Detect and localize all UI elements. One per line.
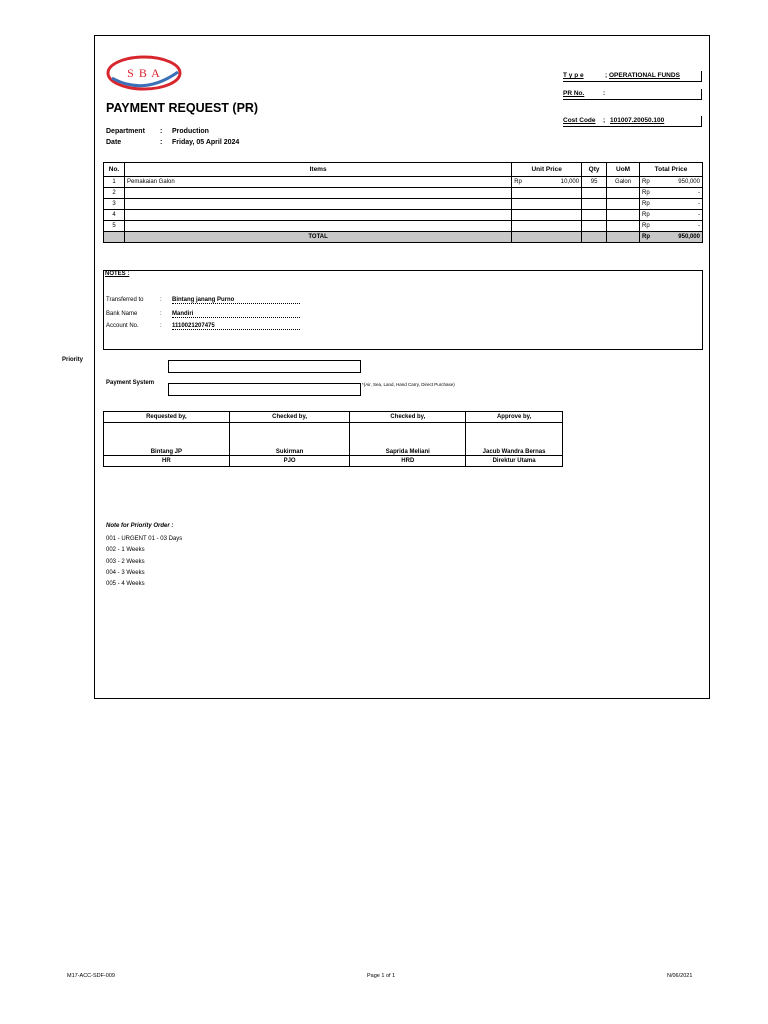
row-uom — [607, 199, 640, 210]
signature-table — [103, 411, 563, 467]
row-total — [640, 221, 703, 232]
bank-label: Bank Name — [106, 311, 138, 317]
total-blank — [512, 232, 582, 243]
row-uom — [607, 188, 640, 199]
row-unit-price-value: 10,000 — [560, 179, 580, 185]
date-label: Date — [106, 139, 122, 146]
approve-by-header: Approve by, — [466, 412, 563, 423]
row-uom — [607, 221, 640, 232]
date-value: Friday, 05 April 2024 — [172, 139, 240, 146]
requester-role: HR — [104, 456, 230, 467]
row-uom: Galon — [607, 177, 640, 188]
requester-name: Bintang JP — [104, 423, 230, 456]
logo-text: S B A — [127, 66, 161, 80]
cost-code-label: Cost Code — [563, 117, 596, 124]
type-label: T y p e — [563, 72, 584, 79]
checked-by-header: Checked by, — [229, 412, 350, 423]
row-total-currency: Rp — [642, 179, 650, 185]
row-item — [124, 221, 511, 232]
signature-name-row — [104, 423, 563, 456]
requested-by-header: Requested by, — [104, 412, 230, 423]
total-blank — [582, 232, 607, 243]
total-blank — [104, 232, 125, 243]
col-qty: Qty — [582, 163, 607, 177]
signature-header-row — [104, 412, 563, 423]
row-uom — [607, 210, 640, 221]
table-row — [104, 221, 703, 232]
row-total-currency: Rp — [642, 223, 650, 229]
checker-name-2: Saprida Meliani — [350, 423, 466, 456]
row-total — [640, 210, 703, 221]
department-label: Department — [106, 128, 145, 135]
row-no: 3 — [104, 199, 125, 210]
row-qty: 95 — [582, 177, 607, 188]
payment-system-input[interactable] — [168, 383, 361, 396]
row-total-value: 950,000 — [678, 179, 700, 185]
checker-name: Sukirman — [229, 423, 350, 456]
footer-form-code: M17-ACC-SDF-009 — [67, 973, 115, 979]
table-row — [104, 210, 703, 221]
priority-input[interactable] — [168, 360, 361, 373]
payment-system-hint: *(Air, Sea, Land, Hand Carry, Direct Purchase) — [362, 382, 455, 387]
bank-value: Mandiri — [172, 311, 300, 318]
priority-note-item: 003 - 2 Weeks — [106, 559, 145, 565]
date-colon: : — [160, 139, 163, 146]
account-value: 1110021207475 — [172, 323, 300, 330]
row-total — [640, 177, 703, 188]
items-table — [103, 162, 703, 243]
pr-no-field — [563, 89, 702, 100]
total-blank — [607, 232, 640, 243]
total-value-cell — [640, 232, 703, 243]
row-item — [124, 188, 511, 199]
row-total-currency: Rp — [642, 201, 650, 207]
transferred-label: Transferred to — [106, 297, 144, 303]
row-total — [640, 188, 703, 199]
cost-code-field — [563, 116, 702, 127]
priority-note-item: 005 - 4 Weeks — [106, 581, 145, 587]
transferred-colon: : — [160, 297, 162, 303]
row-no: 4 — [104, 210, 125, 221]
row-total-value: - — [698, 201, 700, 207]
sba-logo — [106, 52, 182, 94]
row-no: 1 — [104, 177, 125, 188]
total-label: TOTAL — [124, 232, 511, 243]
notes-heading: NOTES : — [105, 271, 130, 277]
priority-note-item: 004 - 3 Weeks — [106, 570, 145, 576]
row-qty — [582, 199, 607, 210]
page-title: PAYMENT REQUEST (PR) — [106, 101, 259, 115]
bank-colon: : — [160, 311, 162, 317]
payment-system-label: Payment System — [106, 380, 155, 386]
signature-role-row — [104, 456, 563, 467]
row-no: 2 — [104, 188, 125, 199]
table-row — [104, 199, 703, 210]
checker-role-2: HRD — [350, 456, 466, 467]
department-value: Production — [172, 128, 209, 135]
checker-role: PJO — [229, 456, 350, 467]
total-currency: Rp — [642, 234, 651, 240]
row-unit-price — [512, 177, 582, 188]
items-header-row — [104, 163, 703, 177]
row-no: 5 — [104, 221, 125, 232]
account-colon: : — [160, 323, 162, 329]
total-row — [104, 232, 703, 243]
type-value: OPERATIONAL FUNDS — [609, 72, 680, 79]
row-unit-price — [512, 188, 582, 199]
col-uom: UoM — [607, 163, 640, 177]
row-item: Pemakaian Galon — [124, 177, 511, 188]
row-total-value: - — [698, 223, 700, 229]
approver-role: Direktur Utama — [466, 456, 563, 467]
row-qty — [582, 188, 607, 199]
transferred-value: Bintang janang Purno — [172, 297, 300, 304]
footer-page-number: Page 1 of 1 — [367, 973, 396, 979]
checked-by-header-2: Checked by, — [350, 412, 466, 423]
department-colon: : — [160, 128, 163, 135]
row-currency: Rp — [514, 179, 522, 185]
priority-note-item: 001 - URGENT 01 - 03 Days — [106, 536, 183, 542]
row-total-currency: Rp — [642, 190, 650, 196]
row-total-value: - — [698, 212, 700, 218]
pr-no-colon: : — [603, 90, 606, 97]
row-unit-price — [512, 221, 582, 232]
type-field — [563, 71, 702, 82]
row-total-value: - — [698, 190, 700, 196]
row-unit-price — [512, 199, 582, 210]
row-item — [124, 210, 511, 221]
table-row — [104, 177, 703, 188]
priority-label: Priority — [62, 357, 84, 363]
priority-notes-heading: Note for Priority Order : — [106, 523, 174, 529]
row-item — [124, 199, 511, 210]
cost-code-value: 101007.20050.100 — [610, 117, 665, 124]
row-total — [640, 199, 703, 210]
type-colon: ; — [605, 72, 608, 79]
col-no: No. — [104, 163, 125, 177]
row-total-currency: Rp — [642, 212, 650, 218]
row-qty — [582, 210, 607, 221]
col-unit-price: Unit Price — [512, 163, 582, 177]
notes-box — [103, 270, 703, 350]
row-qty — [582, 221, 607, 232]
priority-note-item: 002 - 1 Weeks — [106, 547, 145, 553]
cost-code-colon: ; — [603, 117, 606, 124]
col-items: Items — [124, 163, 511, 177]
account-label: Account No. — [106, 323, 139, 329]
approver-name: Jacub Wandra Bernas — [466, 423, 563, 456]
footer-revision: N/06/2021 — [667, 973, 693, 979]
row-unit-price — [512, 210, 582, 221]
col-total-price: Total Price — [640, 163, 703, 177]
total-value: 950,000 — [678, 234, 700, 240]
table-row — [104, 188, 703, 199]
pr-no-label: PR No. — [563, 90, 585, 97]
